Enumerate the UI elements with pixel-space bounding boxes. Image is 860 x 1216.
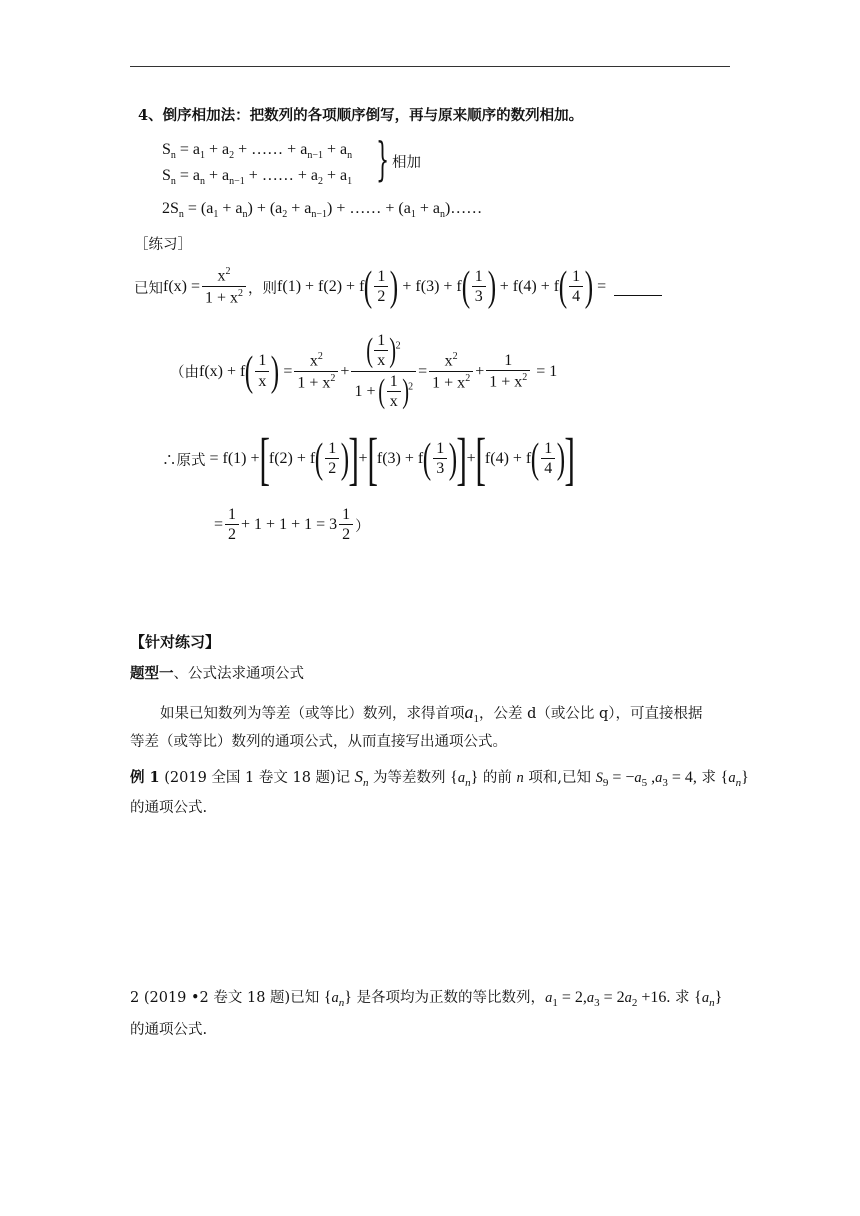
double-sum-equation: $2S_n = (a_1 + a_n) + (a_2 + a_{n-1})$ + …… + ($a_1$ + $a_n)\dots\dots$	[162, 200, 483, 221]
exercise-label: ［练习］	[134, 237, 192, 253]
example-1-line-2: 的通项公式.	[130, 800, 208, 816]
sum-forward-equation: $S_n = a_1 + a_2$ + …… + $a_{n-1} + a_n$	[162, 141, 353, 162]
example-2-line-2: 的通项公式.	[130, 1022, 208, 1038]
answer-blank	[614, 279, 662, 296]
example-1-text-d: 求	[701, 770, 717, 786]
section-heading: 4、倒序相加法：把数列的各项顺序倒写，再与原来顺序的数列相加。	[138, 107, 584, 124]
intro-line-1: 如果已知数列为等差（或等比）数列，求得首项$a_1$，公差 d（或公比 q），可直接根据	[160, 702, 703, 725]
example-2-text-b: 求	[675, 990, 690, 1006]
therefore-text: ∴原式	[162, 452, 206, 469]
example-1-text-c: 项和,已知	[528, 770, 591, 786]
then-text: ，则	[248, 280, 278, 297]
sum-reverse-equation: $S_n = a_n + a_{n-1}$ + …… + $a_2 + a_1$	[162, 167, 353, 188]
example-1-line-1: 例 1 (2019 全国 1 卷文 18 题)记 $S_n$ 为等差数列 $\{a_n\}$ 的前 n 项和,已知 $S_9 = -a_5$ $,a_3 = 4$, 求 $\{a_n\}$	[130, 767, 749, 789]
example-2-text-a: 是各项均为正数的等比数列，	[356, 990, 546, 1006]
type-one-heading	[130, 662, 304, 683]
hint-open: （由	[170, 365, 199, 382]
type-one-bold: 题型一	[130, 665, 174, 682]
type-one-rest: 、公式法求通项公式	[173, 666, 304, 682]
therefore-equation: ∴原式 = f(1) + [ f(2) + f ( $\frac{1}{2}$ ) ] + [ f(3) + f ( $\frac{1}{3}$ ) ] + [ f(4) + f ( $\frac{1}{4}$ ) ]	[162, 426, 576, 491]
intro-text-1: 如果已知数列为等差（或等比）数列，求得首项	[160, 706, 465, 722]
example-2-source: 2 (2019 •2 卷文 18 题)已知	[130, 990, 320, 1006]
intro-line-2: 等差（或等比）数列的通项公式，从而直接写出通项公式。	[130, 734, 507, 750]
example-2-line-1: 2 (2019 •2 卷文 18 题)已知 $\{a_n\}$ 是各项均为正数的等比数列，$a_1 = 2,a_3 = 2a_2 +16$. 求 $\{a_n\}$	[130, 989, 723, 1009]
example-1-label: 例 1	[130, 769, 160, 786]
brace-label: 相加	[392, 155, 421, 171]
example-1-source: (2019 全国 1 卷文 18 题)记	[159, 770, 351, 786]
given-text: 已知	[134, 280, 163, 297]
targeted-practice-heading: 【针对练习】	[130, 633, 221, 651]
right-brace: }	[376, 132, 390, 186]
header-rule	[130, 66, 730, 67]
example-1-text-a: 为等差数列	[373, 770, 446, 786]
example-1-text-b: 的前	[482, 770, 512, 786]
hint-equation: （由 f(x) + f ( $\frac{1}{x}$ ) = $\frac{x^2}{1 + x^2}$ + ( $\frac{1}{x}$ )$^2$ 1 + ( $\frac{1}{x}$ )$^2$ = $\frac{x^2}{1 + x^2}$ + $\frac{1}{1 + x^2}$ = 1	[170, 332, 558, 411]
intro-text-2: ，公差 d（或公比 q），可直接根据	[479, 706, 703, 722]
result-close: ）	[355, 518, 370, 535]
exercise-problem: 已知 f(x) = $\frac{x^2}{1 + x^2}$ ，则 f(1) + f(2) + f ( $\frac{1}{2}$ ) + f(3) + f ( $\frac{1}{3}$ ) + f(4) + f ( $\frac{1}{4}$ ) =	[134, 266, 662, 308]
result-equation: = $\frac{1}{2}$ + 1 + 1 + 1 = 3 $\frac{1}{2}$ ）	[214, 506, 370, 544]
